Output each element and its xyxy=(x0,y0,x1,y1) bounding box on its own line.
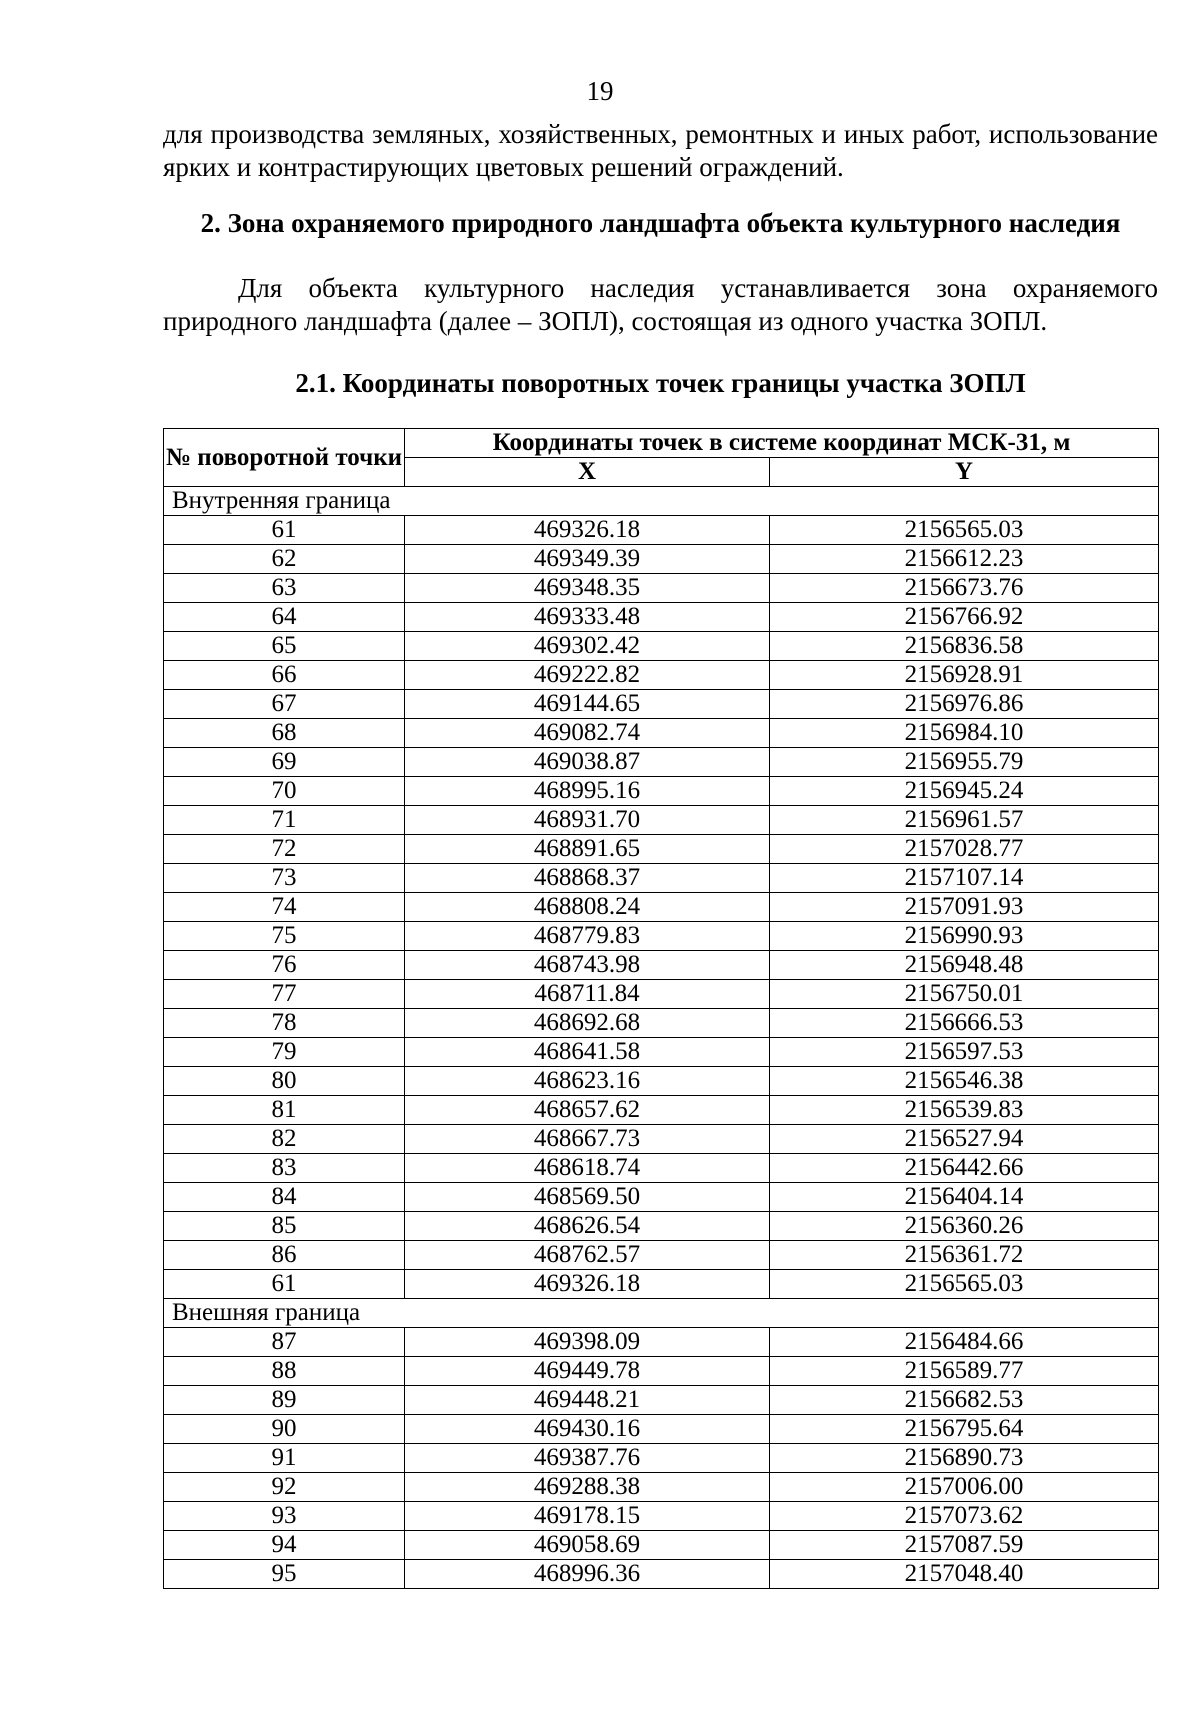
point-number-cell: 72 xyxy=(164,835,405,864)
y-coordinate-cell: 2156682.53 xyxy=(770,1386,1159,1415)
y-coordinate-cell: 2156961.57 xyxy=(770,806,1159,835)
point-number-header: № поворотной точки xyxy=(164,429,405,487)
x-coordinate-cell: 469288.38 xyxy=(405,1473,770,1502)
coordinates-table xyxy=(163,428,1159,1589)
table-row xyxy=(164,748,1159,777)
point-number-cell: 92 xyxy=(164,1473,405,1502)
point-number-cell: 89 xyxy=(164,1386,405,1415)
x-coordinate-cell: 468743.98 xyxy=(405,951,770,980)
table-row xyxy=(164,893,1159,922)
point-number-cell: 80 xyxy=(164,1067,405,1096)
x-coordinate-cell: 469326.18 xyxy=(405,516,770,545)
y-coordinate-cell: 2156597.53 xyxy=(770,1038,1159,1067)
y-coordinate-cell: 2156766.92 xyxy=(770,603,1159,632)
section-heading: 2. Зона охраняемого природного ландшафта объекта культурного наследия xyxy=(200,208,1121,238)
x-coordinate-cell: 469387.76 xyxy=(405,1444,770,1473)
table-row xyxy=(164,1212,1159,1241)
x-coordinate-cell: 468779.83 xyxy=(405,922,770,951)
table-row xyxy=(164,1125,1159,1154)
point-number-cell: 69 xyxy=(164,748,405,777)
point-number-cell: 61 xyxy=(164,1270,405,1299)
table-row xyxy=(164,516,1159,545)
y-coordinate-cell: 2156612.23 xyxy=(770,545,1159,574)
y-coordinate-cell: 2156836.58 xyxy=(770,632,1159,661)
point-number-cell: 95 xyxy=(164,1560,405,1589)
x-coordinate-cell: 468996.36 xyxy=(405,1560,770,1589)
y-coordinate-cell: 2156565.03 xyxy=(770,516,1159,545)
y-coordinate-cell: 2156976.86 xyxy=(770,690,1159,719)
y-coordinate-cell: 2156673.76 xyxy=(770,574,1159,603)
x-header: X xyxy=(405,458,770,487)
x-coordinate-cell: 468808.24 xyxy=(405,893,770,922)
table-row xyxy=(164,719,1159,748)
boundary-group-label: Внутренняя граница xyxy=(164,487,1159,516)
y-coordinate-cell: 2157107.14 xyxy=(770,864,1159,893)
point-number-cell: 68 xyxy=(164,719,405,748)
point-number-cell: 81 xyxy=(164,1096,405,1125)
table-row xyxy=(164,1183,1159,1212)
table-row xyxy=(164,603,1159,632)
point-number-cell: 91 xyxy=(164,1444,405,1473)
point-number-cell: 70 xyxy=(164,777,405,806)
y-coordinate-cell: 2156360.26 xyxy=(770,1212,1159,1241)
y-coordinate-cell: 2157087.59 xyxy=(770,1531,1159,1560)
table-row xyxy=(164,1328,1159,1357)
y-header: Y xyxy=(770,458,1159,487)
point-number-cell: 82 xyxy=(164,1125,405,1154)
point-number-cell: 86 xyxy=(164,1241,405,1270)
y-coordinate-cell: 2156795.64 xyxy=(770,1415,1159,1444)
y-coordinate-cell: 2156928.91 xyxy=(770,661,1159,690)
x-coordinate-cell: 469144.65 xyxy=(405,690,770,719)
y-coordinate-cell: 2156750.01 xyxy=(770,980,1159,1009)
x-coordinate-cell: 468623.16 xyxy=(405,1067,770,1096)
x-coordinate-cell: 469448.21 xyxy=(405,1386,770,1415)
table-row xyxy=(164,1357,1159,1386)
y-coordinate-cell: 2156539.83 xyxy=(770,1096,1159,1125)
table-row xyxy=(164,1531,1159,1560)
x-coordinate-cell: 468868.37 xyxy=(405,864,770,893)
y-coordinate-cell: 2156984.10 xyxy=(770,719,1159,748)
x-coordinate-cell: 468692.68 xyxy=(405,1009,770,1038)
y-coordinate-cell: 2157028.77 xyxy=(770,835,1159,864)
x-coordinate-cell: 468657.62 xyxy=(405,1096,770,1125)
x-coordinate-cell: 468618.74 xyxy=(405,1154,770,1183)
table-row xyxy=(164,806,1159,835)
table-row xyxy=(164,632,1159,661)
x-coordinate-cell: 469058.69 xyxy=(405,1531,770,1560)
x-coordinate-cell: 468995.16 xyxy=(405,777,770,806)
point-number-cell: 75 xyxy=(164,922,405,951)
x-coordinate-cell: 468569.50 xyxy=(405,1183,770,1212)
x-coordinate-cell: 468626.54 xyxy=(405,1212,770,1241)
point-number-cell: 93 xyxy=(164,1502,405,1531)
coordinate-system-header: Координаты точек в системе координат МСК-31, м xyxy=(405,429,1159,458)
table-row xyxy=(164,1473,1159,1502)
point-number-cell: 63 xyxy=(164,574,405,603)
x-coordinate-cell: 469326.18 xyxy=(405,1270,770,1299)
y-coordinate-cell: 2156955.79 xyxy=(770,748,1159,777)
point-number-cell: 76 xyxy=(164,951,405,980)
x-coordinate-cell: 468762.57 xyxy=(405,1241,770,1270)
x-coordinate-cell: 469449.78 xyxy=(405,1357,770,1386)
point-number-cell: 84 xyxy=(164,1183,405,1212)
y-coordinate-cell: 2156666.53 xyxy=(770,1009,1159,1038)
y-coordinate-cell: 2156990.93 xyxy=(770,922,1159,951)
x-coordinate-cell: 469082.74 xyxy=(405,719,770,748)
x-coordinate-cell: 469302.42 xyxy=(405,632,770,661)
x-coordinate-cell: 469178.15 xyxy=(405,1502,770,1531)
table-row xyxy=(164,574,1159,603)
point-number-cell: 94 xyxy=(164,1531,405,1560)
point-number-cell: 64 xyxy=(164,603,405,632)
table-row xyxy=(164,1241,1159,1270)
point-number-cell: 66 xyxy=(164,661,405,690)
table-row xyxy=(164,661,1159,690)
x-coordinate-cell: 468667.73 xyxy=(405,1125,770,1154)
boundary-group-label: Внешняя граница xyxy=(164,1299,1159,1328)
table-row xyxy=(164,1038,1159,1067)
table-row xyxy=(164,777,1159,806)
point-number-cell: 74 xyxy=(164,893,405,922)
y-coordinate-cell: 2156945.24 xyxy=(770,777,1159,806)
table-row xyxy=(164,545,1159,574)
point-number-cell: 87 xyxy=(164,1328,405,1357)
x-coordinate-cell: 468641.58 xyxy=(405,1038,770,1067)
table-row xyxy=(164,1154,1159,1183)
table-row xyxy=(164,1415,1159,1444)
table-row xyxy=(164,1009,1159,1038)
table-row xyxy=(164,922,1159,951)
point-number-cell: 85 xyxy=(164,1212,405,1241)
table-row xyxy=(164,1502,1159,1531)
zone-paragraph: Для объекта культурного наследия устанавливается зона охраняемого природного ландшафта (далее – ЗОПЛ), состоящая из одного участка ЗОПЛ. xyxy=(163,273,1158,336)
point-number-cell: 67 xyxy=(164,690,405,719)
point-number-cell: 73 xyxy=(164,864,405,893)
page-number: 19 xyxy=(586,76,614,106)
boundary-group-row xyxy=(164,487,1159,516)
x-coordinate-cell: 469222.82 xyxy=(405,661,770,690)
table-row xyxy=(164,980,1159,1009)
point-number-cell: 77 xyxy=(164,980,405,1009)
table-row xyxy=(164,1067,1159,1096)
x-coordinate-cell: 468711.84 xyxy=(405,980,770,1009)
table-row xyxy=(164,864,1159,893)
y-coordinate-cell: 2156404.14 xyxy=(770,1183,1159,1212)
x-coordinate-cell: 469038.87 xyxy=(405,748,770,777)
point-number-cell: 83 xyxy=(164,1154,405,1183)
y-coordinate-cell: 2157091.93 xyxy=(770,893,1159,922)
point-number-cell: 78 xyxy=(164,1009,405,1038)
y-coordinate-cell: 2157073.62 xyxy=(770,1502,1159,1531)
table-row xyxy=(164,1096,1159,1125)
point-number-cell: 90 xyxy=(164,1415,405,1444)
x-coordinate-cell: 468891.65 xyxy=(405,835,770,864)
y-coordinate-cell: 2156442.66 xyxy=(770,1154,1159,1183)
table-row xyxy=(164,1444,1159,1473)
table-row xyxy=(164,690,1159,719)
table-row xyxy=(164,1386,1159,1415)
table-title: 2.1. Координаты поворотных точек границы участка ЗОПЛ xyxy=(295,368,1026,398)
point-number-cell: 65 xyxy=(164,632,405,661)
point-number-cell: 88 xyxy=(164,1357,405,1386)
intro-paragraph: для производства земляных, хозяйственных, ремонтных и иных работ, использование ярких и контрастирующих цветовых решений ограждений. xyxy=(163,119,1158,182)
point-number-cell: 61 xyxy=(164,516,405,545)
x-coordinate-cell: 469430.16 xyxy=(405,1415,770,1444)
point-number-cell: 71 xyxy=(164,806,405,835)
table-row xyxy=(164,1560,1159,1589)
y-coordinate-cell: 2156361.72 xyxy=(770,1241,1159,1270)
table-row xyxy=(164,835,1159,864)
x-coordinate-cell: 468931.70 xyxy=(405,806,770,835)
x-coordinate-cell: 469333.48 xyxy=(405,603,770,632)
point-number-cell: 79 xyxy=(164,1038,405,1067)
x-coordinate-cell: 469398.09 xyxy=(405,1328,770,1357)
y-coordinate-cell: 2157048.40 xyxy=(770,1560,1159,1589)
table-row xyxy=(164,1270,1159,1299)
y-coordinate-cell: 2157006.00 xyxy=(770,1473,1159,1502)
y-coordinate-cell: 2156546.38 xyxy=(770,1067,1159,1096)
y-coordinate-cell: 2156948.48 xyxy=(770,951,1159,980)
y-coordinate-cell: 2156484.66 xyxy=(770,1328,1159,1357)
boundary-group-row xyxy=(164,1299,1159,1328)
y-coordinate-cell: 2156565.03 xyxy=(770,1270,1159,1299)
table-row xyxy=(164,951,1159,980)
y-coordinate-cell: 2156527.94 xyxy=(770,1125,1159,1154)
x-coordinate-cell: 469348.35 xyxy=(405,574,770,603)
y-coordinate-cell: 2156890.73 xyxy=(770,1444,1159,1473)
point-number-cell: 62 xyxy=(164,545,405,574)
x-coordinate-cell: 469349.39 xyxy=(405,545,770,574)
y-coordinate-cell: 2156589.77 xyxy=(770,1357,1159,1386)
